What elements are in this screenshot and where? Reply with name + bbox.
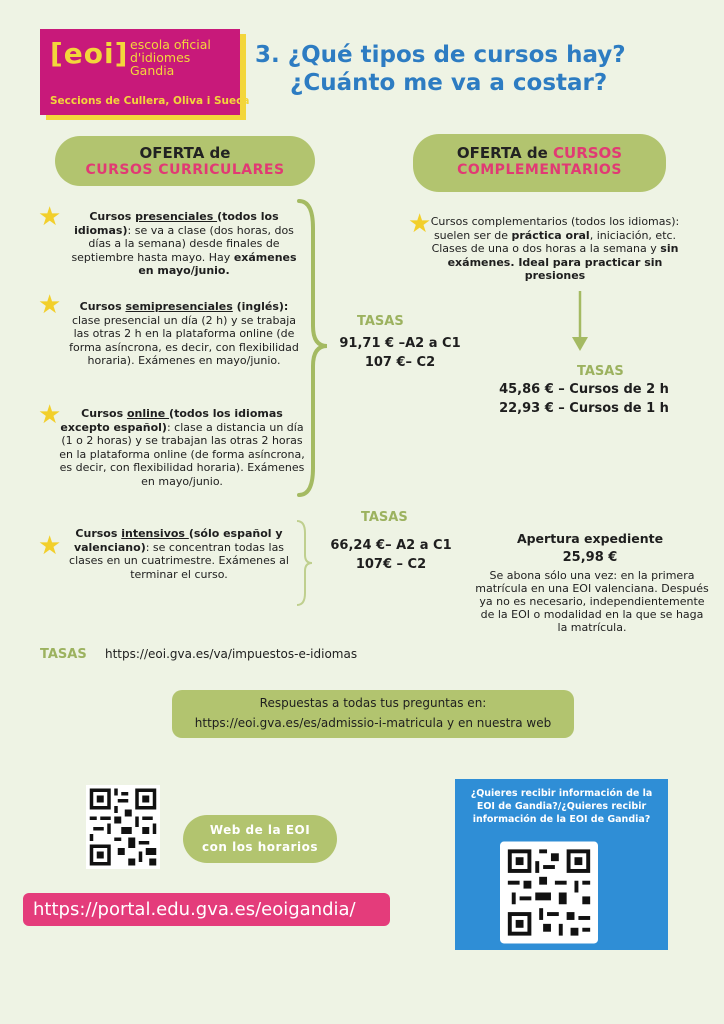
tasas-curriculares-values (330, 334, 470, 372)
intensivos-brace (294, 519, 316, 607)
presenciales-exams: exámenes en mayo/junio. (138, 250, 297, 277)
semipresenciales-text (66, 300, 302, 368)
intensivos-keyword: intensivos (121, 527, 189, 540)
complementarios-text (424, 215, 686, 283)
web-pill-line2: con los horarios (202, 840, 318, 854)
tasas-link-label: TASAS (40, 647, 87, 662)
respuestas-link[interactable]: https://eoi.gva.es/es/admissio-i-matricula y en nuestra web (194, 716, 552, 730)
curriculares-brace (295, 198, 335, 498)
semipresenciales-pre: Cursos (79, 300, 126, 313)
tasas-label-intensivos: TASAS (361, 510, 408, 525)
intensivos-body: : se concentran todas las clases en un cuatrimestre. Exámenes al terminar el curso. (69, 540, 289, 581)
respuestas-pill (172, 690, 574, 738)
star-icon: ★ (38, 400, 62, 430)
presenciales-body: : se va a clase (dos horas, dos días a la semana) desde finales de septiembre hasta mayo. Hay (71, 223, 294, 264)
web-pill-line1: Web de la EOI (209, 823, 311, 837)
presenciales-text (70, 210, 298, 278)
eoi-logo (40, 29, 250, 115)
tasas-c2: 107 €– C2 (364, 355, 436, 370)
logo-mark: [eoi] (50, 37, 129, 70)
page-title-line2: ¿Cuánto me va a costar? (290, 70, 608, 96)
tasas-complementarios-values (478, 380, 690, 418)
curriculares-pill (55, 136, 315, 186)
online-post: (todos los idiomas excepto español) (60, 407, 283, 434)
complementarios-practica-oral: práctica oral (511, 228, 590, 242)
online-text (58, 407, 306, 488)
intensivos-text (68, 527, 290, 581)
info-box-question: ¿Quieres recibir información de la EOI de Gandia?/¿Quieres recibir información de la EOI de Gandia? (470, 788, 653, 825)
expediente-price: 25,98 € (562, 550, 618, 565)
expediente-body: Se abona sólo una vez: en la primera matrícula en una EOI valenciana. Después ya no es necesario, independientemente de la EOI o modalidad en la que se haga la matrícula. (475, 569, 709, 634)
curriculares-pill-line2: CURSOS CURRICULARES (85, 162, 285, 178)
cursos-text: CURSOS (553, 144, 623, 162)
intensivos-pre: Cursos (75, 527, 122, 540)
semipresenciales-post: (inglés): (232, 300, 289, 313)
logo-line2: d'idiomes (130, 50, 191, 65)
presenciales-post: (todos los idiomas) (74, 210, 279, 237)
page-title-line1: 3. ¿Qué tipos de cursos hay? (255, 42, 626, 68)
complementarios-body1: Cursos complementarios (todos los idiomas): suelen ser de (430, 215, 680, 242)
logo-line3: Gandia (130, 63, 175, 78)
tasas-link-url[interactable]: https://eoi.gva.es/va/impuestos-e-idiomas (105, 647, 358, 661)
online-pre: Cursos (81, 407, 127, 420)
qr-code-icon[interactable] (86, 785, 160, 869)
complementarios-sin-examenes: sin exámenes. Ideal para practicar sin presiones (447, 242, 679, 282)
online-keyword: online (126, 407, 170, 420)
web-eoi-pill (183, 815, 337, 863)
complementarios-pill-line1 (413, 144, 666, 162)
portal-url-link[interactable]: https://portal.edu.gva.es/eoigandia/ (23, 893, 390, 926)
semipresenciales-body: clase presencial un día (2 h) y se trabaja las otras 2 h en la plataforma online (de forma asíncrona, es decir, con flexibilidad horaria). Exámenes en mayo/junio. (69, 313, 299, 367)
complementarios-pill (413, 134, 666, 192)
oferta-de-text: OFERTA de (456, 144, 554, 162)
complementarios-pill-line2: COMPLEMENTARIOS (457, 162, 622, 178)
intensivos-post: (sólo español y valenciano) (73, 527, 283, 554)
star-icon: ★ (38, 531, 62, 561)
logo-subtitle: Seccions de Cullera, Oliva i Sueca (50, 95, 250, 107)
star-icon: ★ (38, 290, 62, 320)
tasas-intensivos-c2: 107€ – C2 (355, 557, 427, 572)
arrow-down-icon (570, 291, 590, 353)
tasas-2h: 45,86 € – Cursos de 2 h (499, 382, 669, 397)
info-box (455, 779, 668, 950)
tasas-a2-c1: 91,71 € –A2 a C1 (339, 336, 461, 351)
star-icon: ★ (408, 209, 432, 239)
tasas-label-complementarios: TASAS (577, 364, 624, 379)
tasas-intensivos-values (318, 536, 464, 574)
presenciales-pre: Cursos (89, 210, 136, 223)
complementarios-body2: , iniciación, etc. Clases de una o dos horas a la semana y (431, 228, 677, 255)
online-body: : clase a distancia un día (1 o 2 horas) y se trabajan las otras 2 horas en la plataforma online (de forma asíncrona, es decir, con flexibilidad horaria). Exámenes en mayo/junio. (59, 420, 305, 488)
expediente-title: Apertura expediente (516, 531, 664, 546)
logo-line1: escola oficial (130, 37, 211, 52)
curriculares-pill-line1: OFERTA de (139, 144, 231, 162)
qr-code-icon[interactable] (500, 841, 598, 944)
semipresenciales-keyword: semipresenciales (125, 300, 233, 313)
tasas-1h: 22,93 € – Cursos de 1 h (499, 401, 669, 416)
respuestas-line1: Respuestas a todas tus preguntas en: (259, 696, 487, 710)
presenciales-keyword: presenciales (135, 210, 218, 223)
tasas-label-curriculares: TASAS (357, 314, 404, 329)
star-icon: ★ (38, 202, 62, 232)
tasas-intensivos-a2-c1: 66,24 €– A2 a C1 (330, 538, 452, 553)
